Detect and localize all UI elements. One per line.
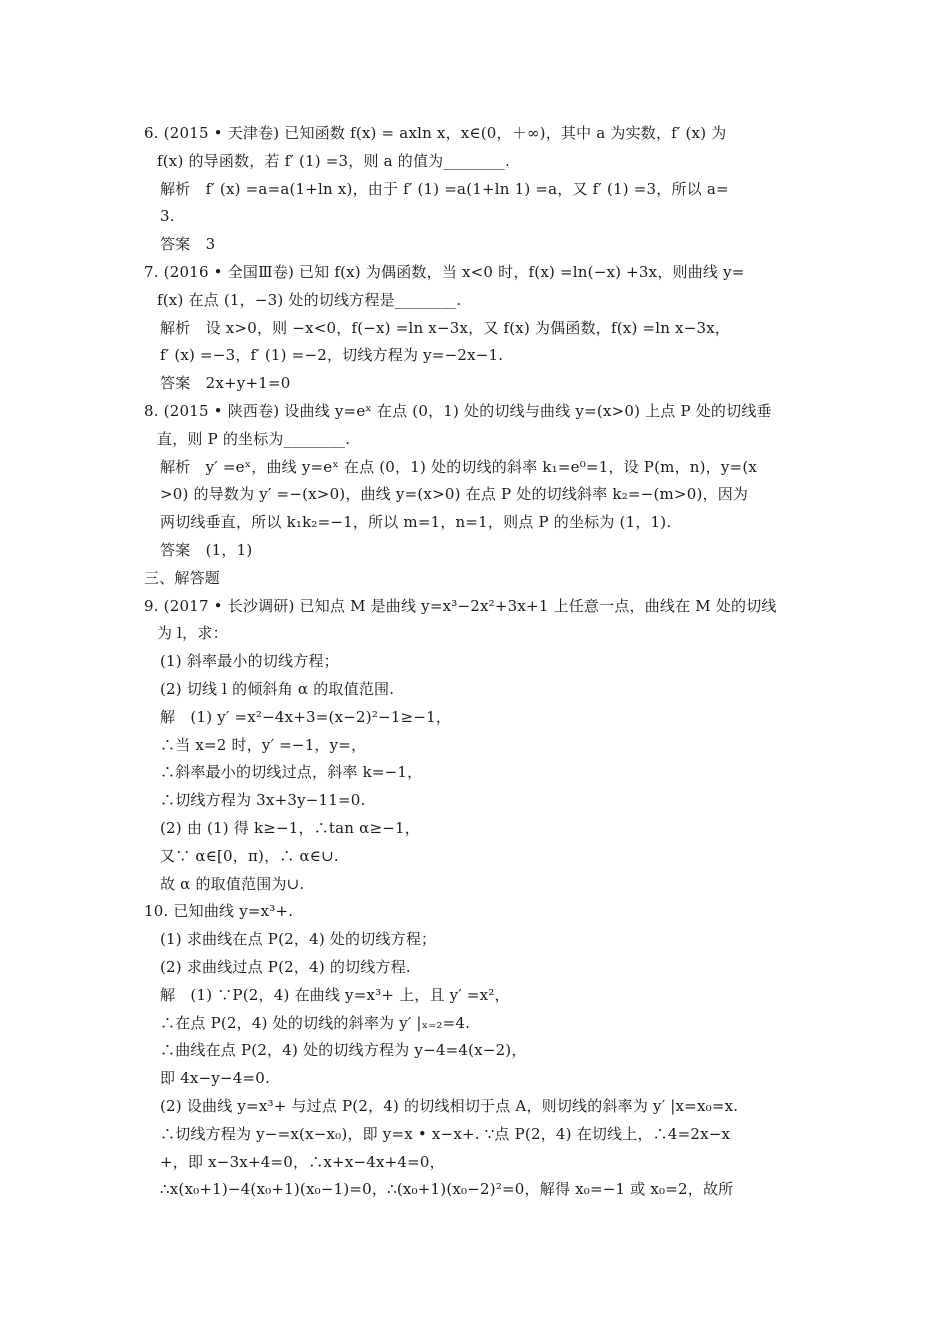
problem-9-solution-line-6: 又∵ α∈[0，π)，∴ α∈∪. [160,847,339,865]
problem-6-line-1: 6. (2015 • 天津卷) 已知函数 f(x) = axln x，x∈(0，＋∞)，其中 a 为实数，f′ (x) 为 [144,124,727,142]
problem-10-solution-line-5: (2) 设曲线 y=x³+ 与过点 P(2，4) 的切线相切于点 A，则切线的斜率为 y′ |x=x₀=x. [160,1097,739,1115]
problem-10-part-2: (2) 求曲线过点 P(2，4) 的切线方程. [160,958,411,976]
problem-9-part-2: (2) 切线 l 的倾斜角 α 的取值范围. [160,680,395,698]
problem-9-solution-line-3: ∴斜率最小的切线过点，斜率 k=−1， [160,763,423,781]
problem-9-solution-line-1: 解 (1) y′ =x²−4x+3=(x−2)²−1≥−1， [160,708,452,726]
problem-10-solution-line-4: 即 4x−y−4=0. [160,1069,271,1087]
problem-7-line-1: 7. (2016 • 全国Ⅲ卷) 已知 f(x) 为偶函数，当 x<0 时，f(x) =ln(−x) +3x，则曲线 y= [144,263,745,281]
section-heading: 三、解答题 [144,569,221,587]
problem-7-answer: 答案 2x+y+1=0 [160,374,291,392]
problem-10-solution-line-2: ∴在点 P(2，4) 处的切线的斜率为 y′ |ₓ₌₂=4. [160,1014,471,1032]
problem-8-line-1: 8. (2015 • 陕西卷) 设曲线 y=eˣ 在点 (0，1) 处的切线与曲线 y=(x>0) 上点 P 处的切线垂 [144,402,772,420]
problem-10-solution-line-6: ∴切线方程为 y−=x(x−x₀)，即 y=x • x−x+. ∵点 P(2，4) 在切线上，∴4=2x−x [160,1125,731,1143]
problem-10-solution-line-3: ∴曲线在点 P(2，4) 处的切线方程为 y−4=4(x−2)， [160,1041,527,1059]
problem-9-solution-line-2: ∴当 x=2 时，y′ =−1，y=， [160,736,367,754]
problem-10-line-1: 10. 已知曲线 y=x³+. [144,902,294,920]
problem-8-solution-line-2: >0) 的导数为 y′ =−(x>0)，曲线 y=(x>0) 在点 P 处的切线斜率 k₂=−(m>0)，因为 [160,485,749,503]
problem-7-solution-line-1: 解析 设 x>0，则 −x<0，f(−x) =ln x−3x，又 f(x) 为偶函数，f(x) =ln x−3x， [160,319,731,337]
problem-7-line-2: f(x) 在点 (1，−3) 处的切线方程是________. [157,291,462,309]
problem-10-solution-line-7: +，即 x−3x+4=0，∴x+x−4x+4=0， [160,1153,445,1171]
problem-9-line-1: 9. (2017 • 长沙调研) 已知点 M 是曲线 y=x³−2x²+3x+1 上任意一点，曲线在 M 处的切线 [144,597,777,615]
problem-9-solution-line-5: (2) 由 (1) 得 k≥−1，∴tan α≥−1， [160,819,420,837]
problem-8-solution-line-1: 解析 y′ =eˣ，曲线 y=eˣ 在点 (0，1) 处的切线的斜率 k₁=e⁰=1，设 P(m，n)，y=(x [160,458,758,476]
problem-6-answer: 答案 3 [160,235,216,253]
problem-6-solution-line-1: 解析 f′ (x) =a=a(1+ln x)，由于 f′ (1) =a(1+ln 1) =a，又 f′ (1) =3，所以 a= [160,180,729,198]
problem-7-solution-line-2: f′ (x) =−3，f′ (1) =−2，切线方程为 y=−2x−1. [160,346,504,364]
problem-6-solution-line-2: 3. [160,207,175,225]
problem-10-solution-line-8: ∴x(x₀+1)−4(x₀+1)(x₀−1)=0，∴(x₀+1)(x₀−2)²=0，解得 x₀=−1 或 x₀=2，故所 [160,1180,734,1198]
problem-10-part-1: (1) 求曲线在点 P(2，4) 处的切线方程； [160,930,437,948]
problem-8-answer: 答案 (1，1) [160,541,253,559]
problem-10-solution-line-1: 解 (1) ∵P(2，4) 在曲线 y=x³+ 上，且 y′ =x²， [160,986,510,1004]
problem-6-line-2: f(x) 的导函数，若 f′ (1) =3，则 a 的值为________. [157,152,510,170]
problem-9-line-2: 为 l，求： [157,624,228,642]
problem-9-solution-line-4: ∴切线方程为 3x+3y−11=0. [160,791,366,809]
problem-8-line-2: 直，则 P 的坐标为________. [157,430,351,448]
problem-9-solution-line-7: 故 α 的取值范围为∪. [160,875,305,893]
problem-9-part-1: (1) 斜率最小的切线方程； [160,652,339,670]
problem-8-solution-line-3: 两切线垂直，所以 k₁k₂=−1，所以 m=1，n=1，则点 P 的坐标为 (1，1). [160,513,672,531]
